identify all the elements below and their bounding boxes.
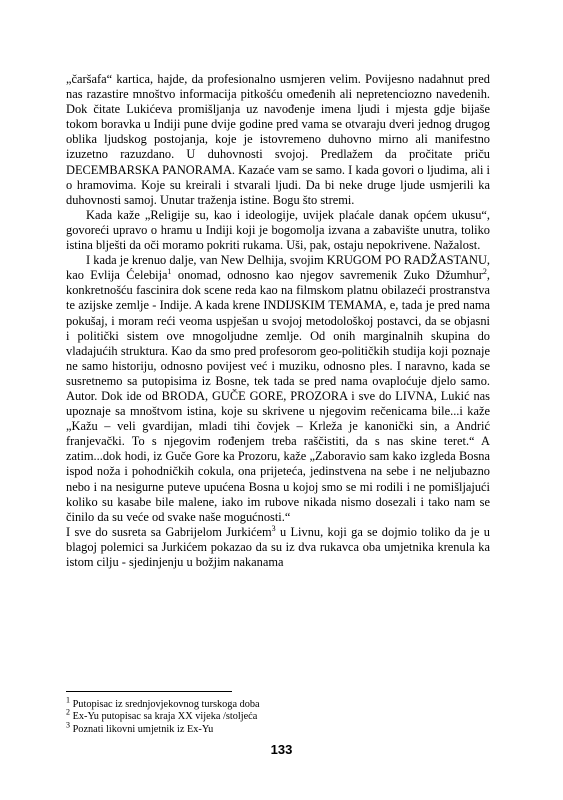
paragraph-3-text-b: onomad, odnosno kao njegov savremenik Zuko Džumhur [171,268,483,283]
paragraph-3-text-c: , konkretnošću fascinira dok scene reda kao na filmskom platnu obilazeći prostranstva te azijske zemlje - Indije. A kada krene INDIJSKIM TEMAMA, e, tada je pred nama pokušaj, i moram reći veoma uspješan u svojoj metodološkoj postavci, da se objasni i politički sistem ove mnogoljudne zemlje. Od onih marginalnih skupina do vladajućih struktura. Kao da smo pred profesorom geo-političkih studija koji poznaje ne samo historiju, odnosno povijest već i muziku, odnosno ples. I naravno, kada se susretnemo sa putopisima iz Bosne, tek tada se pred nama ovaploćuje djelo samo. Autor. Dok ide od BRODA, GUČE GORE, PROZORA i sve do LIVNA, Lukić nas upoznaje sa mnoštvom istina, koje su skrivene u njegovim rečenicama bile...i kaže „Kažu – veli gvardijan, mladi tihi čovjek – Krleža je kanonički sin, a Andrić franjevački. To s njegovim rođenjem treba raščistiti, da s nas skine teret.“ A zatim...dok hodi, iz Guče Gore ka Prozoru, kaže „Zaboravio sam kako izgleda Bosna ispod noža i pohodničkih cokula, ona prijeteća, jedinstvena na sebe i ne neljubazno nebo i na nesigurne puteve upućena Bosna u kojoj smo se mi rodili i ne pomišljajući koliko su kasabe bile malene, iako im rubove nikada nismo dosezali i tako nam se činilo da su veće od svake naše mogućnosti.“ [66,268,490,524]
footnote-divider [66,691,232,692]
paragraph-1: „čaršafa“ kartica, hajde, da profesionalno usmjeren velim. Povijesno nadahnut pred nas razastire mnoštvo informacija pitkošću omeđenih ali nepretenciozno navedenih. Dok čitate Lukićeva promišljanja uz navođenje imena ljudi i mjesta gdje bijaše tokom boravka u Indiji pune dvije godine pred vama se otvaraju dveri jednog drugog oblika ljudskog postojanja, koje je istovremeno duhovno mirno ali manifestno izuzetno razuzdano. U duhovnosti svojoj. Predlažem da pročitate priču DECEMBARSKA PANORAMA. Kazaće vam se samo. I kada govori o ljudima, ali i o hramovima. Koje su kreirali i stvarali ljudi. Da bi neke druge ljude usmjerili ka duhovnosti samoj. Unutar traženja istine. Bogu što stremi. [66,72,490,207]
footnote-number: 2 [66,707,70,717]
footnote-3 [66,720,490,736]
footnote-text: Poznati likovni umjetnik iz Ex-Yu [72,723,214,735]
footnote-number: 1 [66,695,70,705]
footnote-ref-3: 3 [271,523,276,533]
footnote-1 [66,695,490,711]
footnote-number: 3 [66,720,70,730]
paragraph-4-text-a: I sve do susreta sa Gabrijelom Jurkićem [66,524,272,539]
page-number: 133 [270,742,293,757]
footnotes [66,695,490,736]
footnote-text: Putopisac iz srednjovjekovnog turskoga doba [72,699,260,710]
footnote-text: Ex-Yu putopisac sa kraja XX vijeka /stoljeća [72,711,258,723]
paragraph-3 [66,253,490,525]
paragraph-4-text-b: u Livnu, koji ga se dojmio toliko da je u blagoj polemici sa Jurkićem pokazao da su iz dva rukavca oba umjetnika krenula ka istom cilju - sjedinjenju u božjim nakanama [66,524,491,569]
footnote-2 [66,707,490,723]
footnote-ref-1: 1 [167,267,172,277]
paragraph-4 [66,525,490,570]
body-text [66,72,490,570]
footnote-ref-2: 2 [482,267,487,277]
paragraph-2: Kada kaže „Religije su, kao i ideologije, uvijek plaćale danak općem ukusu“, govoreći upravo o hramu u Indiji koji je bogomolja izvana a zabavište unutra, toliko istina blješti da oči moramo pokriti rukama. Uši, pak, ostaju nepokrivene. Nažalost. [66,207,490,253]
paragraph-3-text-a: I kada je krenuo dalje, van New Delhija, svojim KRUGOM PO RADŽASTANU, kao Evlija Ćelebija [66,253,490,283]
